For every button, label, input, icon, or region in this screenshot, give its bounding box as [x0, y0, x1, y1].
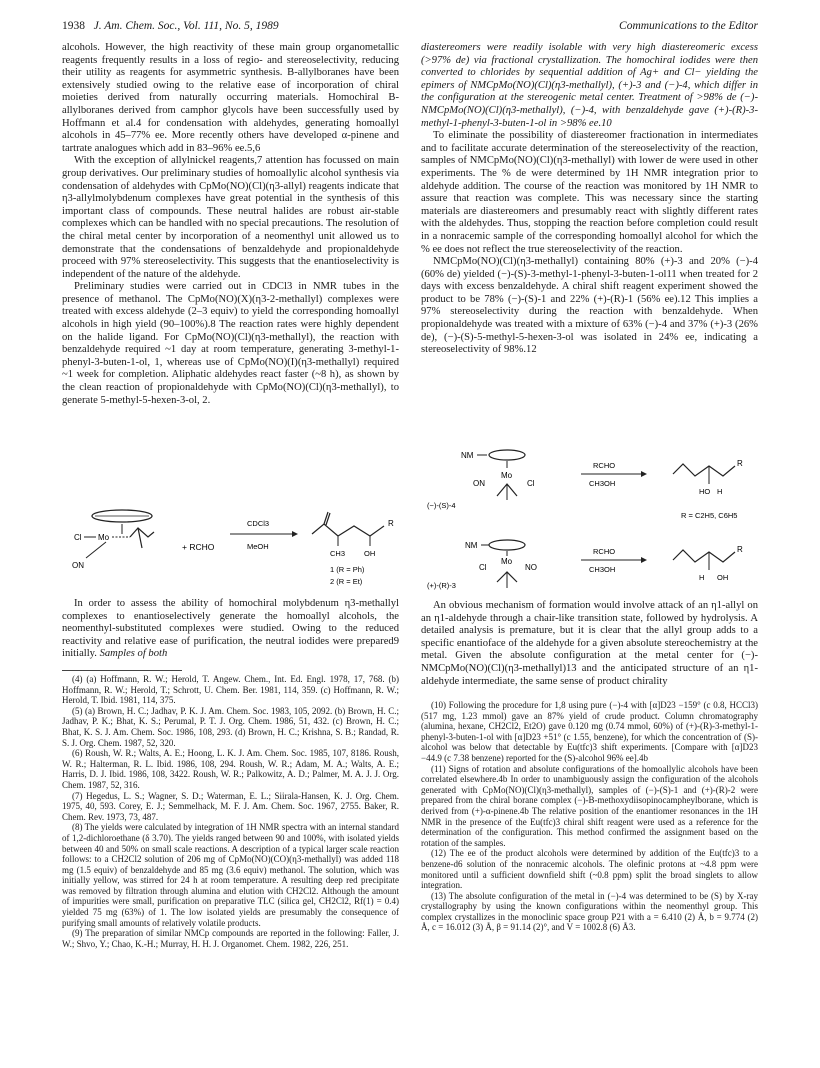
additive-label: MeOH — [247, 542, 269, 551]
paragraph: An obvious mechanism of formation would involve attack of an η1-allyl on an η1-aldehyde through a chair-like transition state, followed by hydrolysis. A detailed analysis is premature, but it is clear that the allyl group adds to a specific enantioface of the aldehyde for a given absolute stereochemistry at the metal. Given the absolute configuration at the metal center for (−)-NMCpMo(NO)(Cl)(η3-methallyl)13 and the anticipated structure of an η1-aldehyde intermediate, the same sense of product chirality — [421, 600, 758, 687]
r-group-label: R — [737, 545, 743, 554]
page-number: 1938 — [62, 20, 85, 32]
footnote: (5) (a) Brown, H. C.; Jadhav, P. K. J. Am. Chem. Soc. 1983, 105, 2092. (b) Brown, H. C.; Jadhav, P. K.; Bhat, K. S.; Perumal, P. T. J. Org. Chem. 1986, 51, 432. (c) Brown, H. C.; Bhat, K. S. J. Am. Chem. Soc. 1986, 108, 293. (d) Brown, H. C.; Krishna, S. B.; Randad, R. S. J. Org. Chem. 1987, 52, 320. — [62, 705, 399, 748]
footnote: (10) Following the procedure for 1,8 using pure (−)-4 with [α]D23 −159° (c 0.8, HCCl3) (517 mg, 1.23 mmol) gave an 87% yield of crude product. Column chromatography (alumina, hexane, CH2Cl2, Et2O) gave 0.120 mg (0.74 mmol, 60%) of (+)-(R)-3-methyl-1-phenyl-3-buten-1-ol with [α]D23 +51° (c 1.55, benzene), for which the concentration of (S)-alcohol was below that detectable by Eu(tfc)3 shift experiments. [Compare with [α]D23 −44.9 (c 7.38 benzene) reported for the (S)-alcohol 96% ee].4b — [421, 700, 758, 763]
page-header — [62, 20, 758, 36]
paragraph: To eliminate the possibility of diastereomer fractionation in intermediates and to facilitate accurate determination of the stereoselectivity of the reaction, samples of NMCpMo(NO)(Cl)(η3-methallyl) with lower de were used in other experiments. The % de were determined by 1H NMR integration prior to aldehyde addition. The course of the reaction was monitored by 1H NMR to assure that reaction was complete. This was necessary since the starting materials are diastereomers and presumably react with slightly different rates with the aldehydes. Thus, stopping the reaction before completion could result in a nonracemic sample of the corresponding homoallyl alcohol for which the % ee does not reflect the true stereoselectivity of the reaction. — [421, 130, 758, 255]
methyl-label: CH3 — [330, 549, 346, 558]
footnotes-left — [62, 674, 399, 949]
reaction-scheme-2 — [421, 442, 758, 592]
chloride-label: Cl — [74, 533, 82, 542]
paragraph: In order to assess the ability of homochiral molybdenum η3-methallyl complexes to enantioselectively generate the homoallyl alcohols, the neomenthyl-substituted complexes were studied. Owing to the reduced reactivity and relative ease of purification, the neutral iodides were prepared9 initially. Samples of both — [62, 598, 399, 660]
footnote: (7) Hegedus, L. S.; Wagner, S. D.; Waterman, E. L.; Siirala-Hansen, K. J. Org. Chem. 1975, 40, 593. Corey, E. J.; Semmelhack, M. F. J. Am. Chem. Soc. 1967, 2755. Baker, R. Chem. Rev. 1973, 73, 487. — [62, 790, 399, 822]
neomenthyl-label: NM — [465, 541, 478, 550]
footnotes-right — [421, 700, 758, 933]
molybdenum-label: Mo — [98, 533, 110, 542]
complex-r3-label: (+)-(R)-3 — [427, 581, 456, 590]
section-title: Communications to the Editor — [619, 20, 758, 32]
hydroxyl-label: OH — [364, 549, 376, 558]
left-column — [62, 42, 399, 407]
s-alcohol-structure — [673, 550, 735, 562]
journal-citation: J. Am. Chem. Soc., Vol. 111, No. 5, 1989 — [93, 20, 279, 32]
hydroxyl-label: OH — [717, 573, 729, 582]
hydroxyl-label: HO — [699, 487, 711, 496]
paragraph: NMCpMo(NO)(Cl)(η3-methallyl) containing 80% (+)-3 and 20% (−)-4 (60% de) yielded (−)-(S)-3-methyl-1-phenyl-3-buten-1-ol11 when treated for 2 days with excess benzaldehyde. A chiral shift reagent experiment showed the product to be 78% (−)-(S)-1 and 22% (+)-(R)-1 (56% ee).12 This implies a 97% stereoselectivity during the reaction with benzaldehyde. When propionaldehyde was treated with a mixture of 63% (−)-4 and 37% (+)-3 (26% de), (−)-(S)-5-methyl-5-hexen-3-ol was isolated in 24% ee, indicating a stereoselectivity of 98%.12 — [421, 256, 758, 356]
nitrosyl-label: ON — [473, 479, 485, 488]
paragraph: diastereomers were readily isolable with very high diastereomeric excess (>97% de) via fractional crystallization. The homochiral iodides were then converted to chlorides by sequential addition of Ag+ and Cl− yielding the epimers of NMCpMo(NO)(Cl)(η3-methallyl), (+)-3 and (−)-4, which differ in the configuration at the stereogenic metal center. Treatment of >98% de (−)-NMCpMo(NO)(Cl)(η3-methallyl), (−)-4, with benzaldehyde gave (+)-(R)-3-methyl-1-phenyl-3-buten-1-ol in >98% ee.10 — [421, 42, 758, 129]
right-column-continued — [421, 600, 758, 688]
complex-s4-label: (−)-(S)-4 — [427, 501, 456, 510]
solvent-label: CH3OH — [589, 565, 616, 574]
cyclopentadienyl-ring — [489, 540, 525, 550]
chloride-label: Cl — [527, 479, 535, 488]
footnote: (8) The yields were calculated by integration of 1H NMR spectra with an internal standard of 1,2-dichloroethane (δ 3.70). The yields ranged between 90 and 100%, with isolated yields between 40 and 50% on small scale reactions. A description of a typical larger scale reaction follows: to a CH2Cl2 solution of 206 mg of CpMo(NO)(CO)(η3-methallyl) was added 118 mg (1.5 equiv) of benzaldehyde and 85 mg (3.6 equiv) methanol. The solution, which was initially yellow, was stirred for 24 h at room temperature. A resulting deep red precipitate was removed by filtration through alumina and elution with CH2Cl2. Although the amount of impurities were small, purification on preparative TLC (silica gel, CH2Cl2, Rf(1) = 0.4) yielded 75 mg (63%) of 1. The low isolated yields are presumably the consequence of purifying small amounts of relatively volatile products. — [62, 822, 399, 928]
solvent-label: CDCl3 — [247, 519, 270, 528]
footnote: (4) (a) Hoffmann, R. W.; Herold, T. Angew. Chem., Int. Ed. Engl. 1978, 17, 768. (b) Hoffmann, R. W.; Herold, T.; Schrott, U. Chem. Ber. 1981, 114, 359. (c) Hoffmann, R. W.; Herold, T. Ibid. 1981, 114, 375. — [62, 674, 399, 706]
product-1-label: 1 (R = Ph) — [330, 565, 365, 574]
r-alcohol-structure — [673, 464, 735, 476]
aldehyde-label: RCHO — [593, 461, 616, 470]
cyclopentadienyl-ring — [489, 450, 525, 460]
footnote-divider — [62, 670, 182, 671]
hydrogen-label: H — [717, 487, 723, 496]
r-definition: R = C2H5, C6H5 — [681, 511, 738, 520]
footnote: (12) The ee of the product alcohols were determined by addition of the Eu(tfc)3 to a benzene-d6 solution of the nonracemic alcohols. The olefinic protons at ~4.8 ppm were monitored until a sufficient downfield shift (~0.8 ppm) split the broad singlets to allow integration. — [421, 848, 758, 891]
r-group-label: R — [388, 519, 394, 528]
paragraph: Preliminary studies were carried out in CDCl3 in NMR tubes in the presence of methanol. The CpMo(NO)(X)(η3-2-methallyl) complexes were treated with excess aldehyde (2–3 equiv) to yield the corresponding homoallyl alcohols in high yield (90–100%).8 The reaction rates were highly dependent on the halide ligand. For CpMo(NO)(Cl)(η3-methallyl), the reaction with benzaldehyde required ~1 day at room temperature, generating 3-methyl-1-phenyl-3-buten-1-ol, 1, whereas use of CpMo(NO)(I)(η3-methallyl) required ~1 week for completion. Aliphatic aldehydes react faster (~8 h), as shown by the clean reaction of propionaldehyde with CpMo(NO)(Cl)(η3-methallyl), to generate 5-methyl-5-hexen-3-ol, 2. — [62, 281, 399, 406]
footnote: (11) Signs of rotation and absolute configurations of the homoallylic alcohols have been correlated elsewhere.4b In order to unambiguously assign the configuration of the alcohols generated with CpMo(NO)(Cl)(η3-methallyl), samples of (−)-(S)-1 and (+)-(R)-2 were prepared from the chiral borane complex (−)-B-methoxydiisopinocampheylborane, which is derived from (+)-α-pinene.4b The relative position of the enantiomer resonances in the 1H NMR in the presence of the Eu(tfc)3 chiral shift reagent were used as a reference for the determination of the configuration. This method confirmed the assignment based on the rotation of the samples. — [421, 763, 758, 848]
r-group-label: R — [737, 459, 743, 468]
reaction-scheme-1 — [62, 504, 399, 596]
nitrosyl-label: NO — [525, 563, 537, 572]
footnote: (13) The absolute configuration of the metal in (−)-4 was determined to be (S) by X-ray crystallography by using the known configurations within the neomenthyl group. This complex crystallizes in the monoclinic space group P21 with a = 6.410 (2) Å, b = 9.774 (2) Å, c = 16.012 (3) Å, β = 91.14 (2)°, and V = 1002.8 (6) Å3. — [421, 890, 758, 933]
right-column — [421, 42, 758, 357]
reagent-label: + RCHO — [182, 542, 215, 552]
homoallyl-alcohol-structure — [312, 512, 384, 546]
solvent-label: CH3OH — [589, 479, 616, 488]
nitrosyl-label: ON — [72, 561, 84, 570]
left-column-continued — [62, 598, 399, 661]
molybdenum-label: Mo — [501, 471, 513, 480]
footnote: (6) Roush, W. R.; Walts, A. E.; Hoong, L. K. J. Am. Chem. Soc. 1985, 107, 8186. Roush, W. R.; Halterman, R. L. Ibid. 1986, 108, 294. Roush, W. R.; Adam, M. A.; Walts, A. E.; Harris, D. J. Ibid. 1986, 108, 3422. Roush, W. R.; Palkowitz, A. D.; Palmer, M. A. J. J. Org. Chem. 1987, 52, 316. — [62, 748, 399, 790]
neomenthyl-label: NM — [461, 451, 474, 460]
paragraph: alcohols. However, the high reactivity of these main group organometallic reagents frequently results in a loss of regio- and stereoselectivity, reducing their utility as reagents for asymmetric synthesis. B-allylboranes have been extensively studied owing to the relative ease of incorporation of chiral moieties derived from naturally occurring materials. Homochiral B-allylboranes derived from camphor glycols have been successfully used by Hoffmann et al.4 for condensation with aldehydes, generating homoallyl alcohols in 45–77% ee. More recently others have developed α-pinene and tartrate analogues which add in 83–96% ee.5,6 — [62, 42, 399, 154]
product-2-label: 2 (R = Et) — [330, 577, 363, 586]
aldehyde-label: RCHO — [593, 547, 616, 556]
cyclopentadienyl-ring — [92, 510, 152, 522]
footnote: (9) The preparation of similar NMCp compounds are reported in the following: Faller, J. W.; Shvo, Y.; Chao, K.-H.; Murray, H. H. J. Organomet. Chem. 1982, 226, 251. — [62, 928, 399, 949]
hydrogen-label: H — [699, 573, 705, 582]
paragraph: With the exception of allylnickel reagents,7 attention has focussed on main group derivatives. Our preliminary studies of homoallylic alcohol synthesis via condensation of aldehydes with CpMo(NO)(Cl)(η3-allyl) reagents indicate that η3-allylmolybdenum complexes have great potential in the synthesis of this important class of compounds. These neutral halides are robust air-stable complexes which can be handled with no special precautions. The resolution of the chiral metal center by incorporation of a neomenthyl unit allowed us to demonstrate that the condensations of benzaldehyde and propionaldehyde proceed with 97% stereoselectivity. This suggests that the enantioselectivity is independent of the nature of the aldehyde. — [62, 155, 399, 280]
chloride-label: Cl — [479, 563, 487, 572]
molybdenum-label: Mo — [501, 557, 513, 566]
